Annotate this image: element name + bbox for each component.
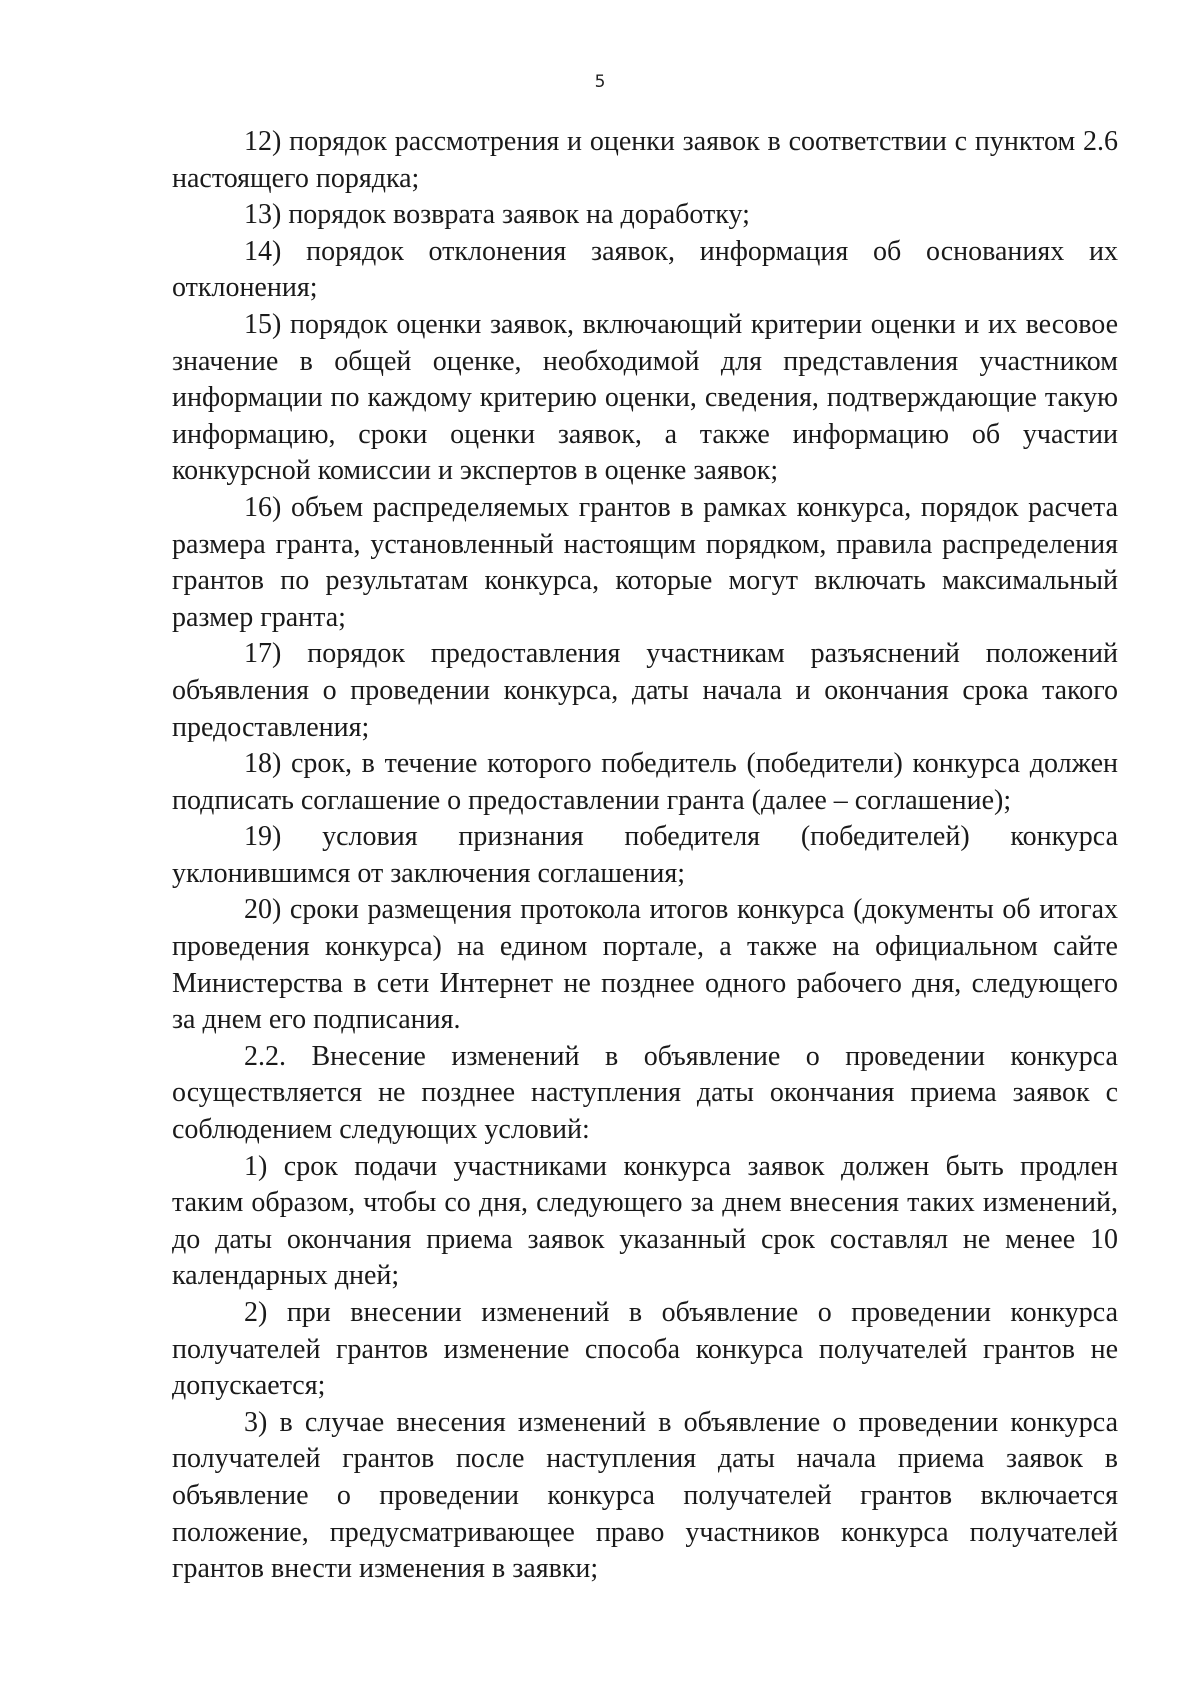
- paragraph-item-12: 12) порядок рассмотрения и оценки заявок в соответствии с пунктом 2.6 настоящего порядка;: [172, 126, 1118, 194]
- condition-item-1: 1) срок подачи участниками конкурса заявок должен быть продлен таким образом, чтобы со дня, следующего за днем внесения таких изменений, до даты окончания приема заявок указанный срок составлял не менее 10 календарных дней;: [172, 1150, 1118, 1292]
- paragraph-item-19: 19) условия признания победителя (победителей) конкурса уклонившимся от заключения соглашения;: [172, 821, 1118, 889]
- page-number: 5: [594, 72, 606, 92]
- paragraph-item-20: 20) сроки размещения протокола итогов конкурса (документы об итогах проведения конкурса) на едином портале, а также на официальном сайте Министерства в сети Интернет не позднее одного рабочего дня, следующего за днем его подписания.: [172, 894, 1118, 1036]
- paragraph-item-14: 14) порядок отклонения заявок, информация об основаниях их отклонения;: [172, 235, 1118, 304]
- document-body: [172, 124, 1118, 1588]
- paragraph-item-17: 17) порядок предоставления участникам разъяснений положений объявления о проведении конкурса, даты начала и окончания срока такого предоставления;: [172, 638, 1118, 743]
- condition-item-2: 2) при внесении изменений в объявление о проведении конкурса получателей грантов изменение способа конкурса получателей грантов не допускается;: [172, 1297, 1118, 1402]
- paragraph-item-15: 15) порядок оценки заявок, включающий критерии оценки и их весовое значение в общей оценке, необходимой для представления участником информации по каждому критерию оценки, сведения, подтверждающие такую информацию, сроки оценки заявок, а также информацию об участии конкурсной комиссии и экспертов в оценке заявок;: [172, 308, 1118, 487]
- condition-item-3: 3) в случае внесения изменений в объявление о проведении конкурса получателей грантов после наступления даты начала приема заявок в объявление о проведении конкурса получателей грантов включается положение, предусматривающее право участников конкурса получателей грантов внести изменения в заявки;: [172, 1406, 1118, 1585]
- paragraph-item-16: 16) объем распределяемых грантов в рамках конкурса, порядок расчета размера гранта, установленный настоящим порядком, правила распределения грантов по результатам конкурса, которые могут включать максимальный размер гранта;: [172, 491, 1118, 633]
- section-2-2-paragraph: 2.2. Внесение изменений в объявление о проведении конкурса осуществляется не позднее наступления даты окончания приема заявок с соблюдением следующих условий:: [172, 1040, 1118, 1146]
- paragraph-item-18: 18) срок, в течение которого победитель (победители) конкурса должен подписать соглашение о предоставлении гранта (далее – соглашение);: [172, 748, 1118, 816]
- paragraph-item-13: 13) порядок возврата заявок на доработку;: [244, 199, 750, 231]
